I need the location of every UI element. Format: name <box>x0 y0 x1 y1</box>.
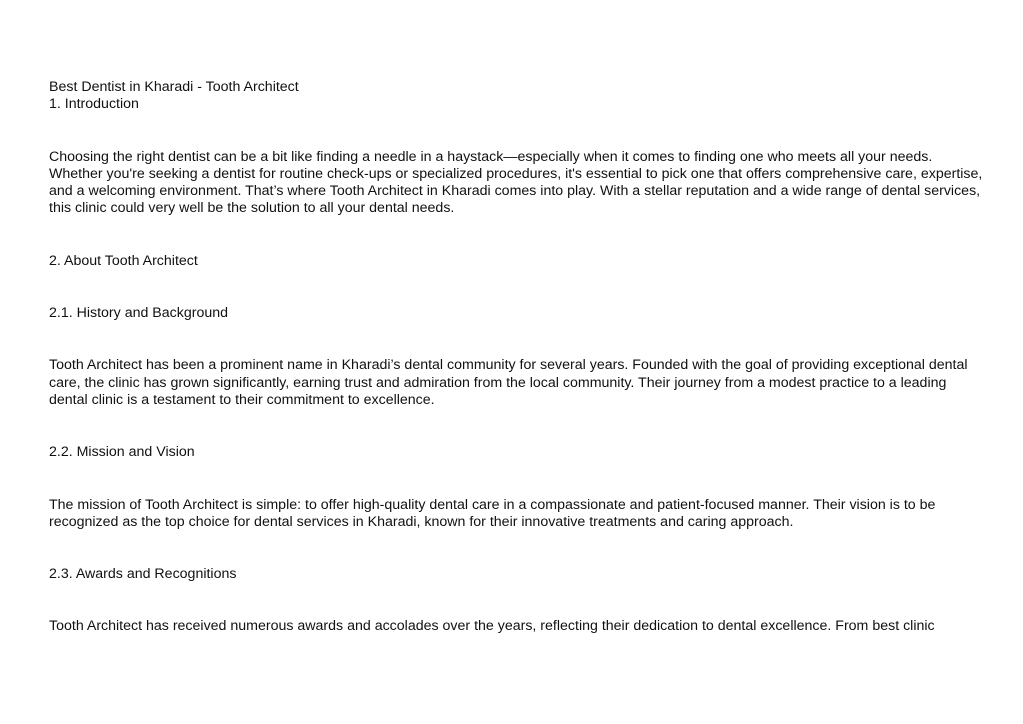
spacer <box>49 218 984 253</box>
document-page <box>49 79 984 636</box>
spacer <box>49 409 984 444</box>
mission-heading: 2.2. Mission and Vision <box>49 444 195 461</box>
awards-heading: 2.3. Awards and Recognitions <box>49 566 237 583</box>
spacer <box>49 531 984 566</box>
intro-paragraph: Choosing the right dentist can be a bit like finding a needle in a haystack—especially when it comes to finding one who meets all your needs. Whether you're seeking a dentist for routine check-ups or specialized procedures, it's essential to pick one that offers comprehensive care, expertise, and a welcoming environment. That’s where Tooth Architect in Kharadi comes into play. With a stellar reputation and a wide range of dental services, this clinic could very well be the solution to all your dental needs. <box>49 148 983 217</box>
about-heading: 2. About Tooth Architect <box>49 252 198 269</box>
mission-paragraph: The mission of Tooth Architect is simple: to offer high-quality dental care in a compassionate and patient-focused manner. Their vision is to be recognized as the top choice for dental services in Kharadi, known for their innovative treatments and caring approach. <box>49 496 936 530</box>
awards-paragraph: Tooth Architect has received numerous awards and accolades over the years, reflecting their dedication to dental excellence. From best clinic <box>49 618 935 635</box>
spacer <box>49 322 984 357</box>
history-paragraph: Tooth Architect has been a prominent name in Kharadi’s dental community for several years. Founded with the goal of providing exceptional dental care, the clinic has grown significantly, earning trust and admiration from the local community. Their journey from a modest practice to a leading dental clinic is a testament to their commitment to excellence. <box>49 357 968 408</box>
history-heading: 2.1. History and Background <box>49 305 229 322</box>
document-title: Best Dentist in Kharadi - Tooth Architect <box>49 79 299 95</box>
spacer <box>49 462 984 497</box>
spacer <box>49 114 984 149</box>
spacer <box>49 583 984 618</box>
intro-heading: 1. Introduction <box>49 96 139 113</box>
spacer <box>49 270 984 305</box>
